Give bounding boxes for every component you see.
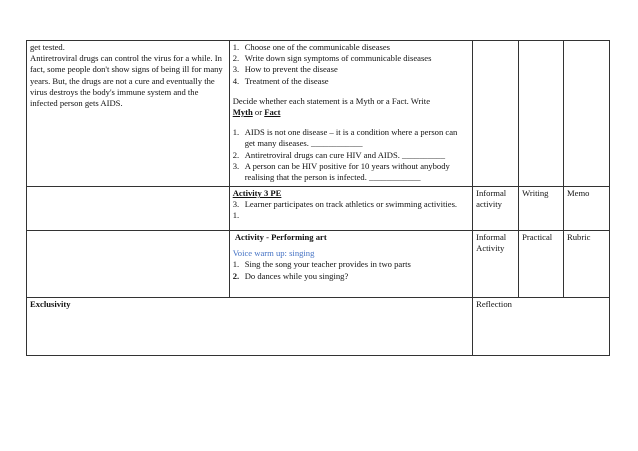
method-cell: Writing xyxy=(519,187,564,231)
table-row xyxy=(27,298,610,356)
table-row xyxy=(27,231,610,298)
activity-cell xyxy=(229,187,472,231)
fact-label: Fact xyxy=(264,107,281,118)
activity-list xyxy=(233,259,469,281)
tasks-cell xyxy=(229,41,472,187)
form-cell: Informal Activity xyxy=(473,231,519,298)
empty-cell xyxy=(519,41,564,187)
empty-cell xyxy=(27,187,230,231)
list-item: 1. AIDS is not one disease – it is a condition where a person can get many diseases. ____________ xyxy=(232,127,458,149)
task-list xyxy=(233,42,469,87)
activity-title: Activity - Performing art xyxy=(234,232,327,242)
performing-art-cell xyxy=(229,231,472,298)
lesson-plan-table xyxy=(26,40,610,356)
tool-cell: Rubric xyxy=(564,231,610,298)
activity-title: Activity 3 PE xyxy=(232,188,282,198)
empty-cell xyxy=(564,41,610,187)
myth-label: Myth xyxy=(232,107,253,118)
empty-cell xyxy=(27,231,230,298)
form-cell: Informal activity xyxy=(473,187,519,231)
voice-warmup-label: Voice warm up: singing xyxy=(232,248,315,259)
empty-cell xyxy=(473,41,519,187)
list-item: 3. Learner participates on track athletics or swimming activities. xyxy=(232,199,458,210)
list-item: 4. Treatment of the disease xyxy=(232,75,329,86)
reflection-cell: Reflection xyxy=(473,298,610,356)
exclusivity-cell: Exclusivity xyxy=(27,298,473,356)
statement-list xyxy=(233,127,469,183)
tool-cell: Memo xyxy=(564,187,610,231)
list-item: 2. Write down sign symptoms of communicable diseases xyxy=(232,53,432,64)
list-item: 2. Antiretroviral drugs can cure HIV and AIDS. __________ xyxy=(232,149,446,160)
list-item: 1. Sing the song your teacher provides in two parts xyxy=(232,259,411,270)
list-item: 3. How to prevent the disease xyxy=(232,64,338,75)
list-item: 3. A person can be HIV positive for 10 years without anybody realising that the person is infected. ____________ xyxy=(232,160,450,183)
activity-list: 3. Learner participates on track athletics or swimming activities. 1. xyxy=(233,199,469,210)
list-item: 1. Choose one of the communicable diseases xyxy=(232,42,391,52)
method-cell: Practical xyxy=(519,231,564,298)
hiv-info-cell: get tested. Antiretroviral drugs can control the virus for a while. In fact, some people don't show signs of being ill for many years. But, the drugs are not a cure and eventually the virus destroys the body's immune system and the infected person gets AIDS. xyxy=(27,41,230,187)
table-row xyxy=(27,41,610,187)
list-item: 2. Do dances while you singing? xyxy=(232,270,349,281)
myth-fact-instruction: Decide whether each statement is a Myth or a Fact. Write Myth or Fact xyxy=(232,95,431,118)
table-row xyxy=(27,187,610,231)
